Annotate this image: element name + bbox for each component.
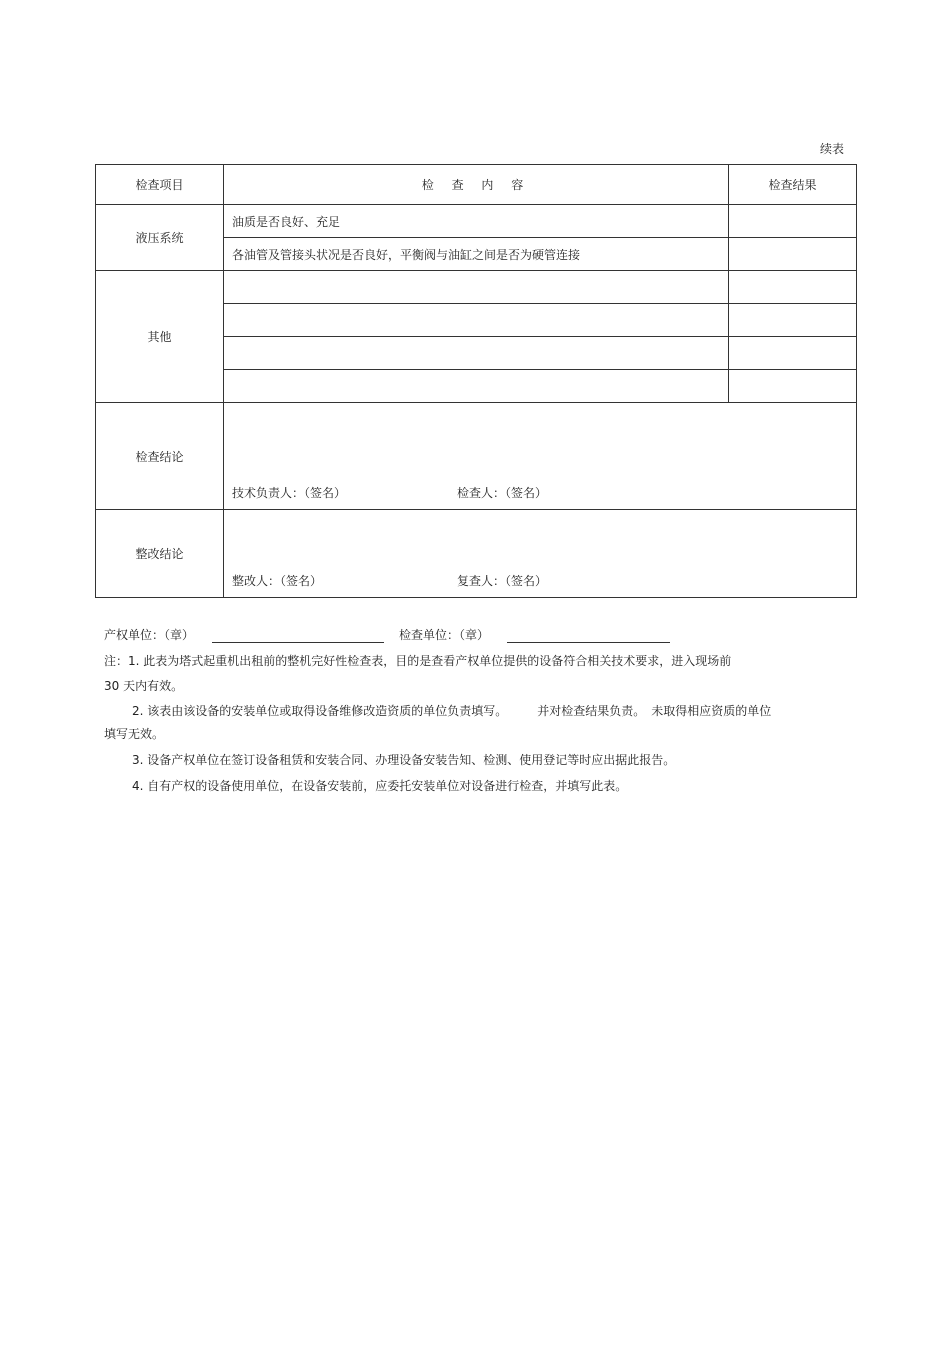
- reviewer-signature: 复查人：（签名）: [457, 574, 548, 588]
- content-cell[interactable]: [224, 271, 729, 304]
- hydraulic-item-2: 各油管及管接头状况是否良好，平衡阀与油缸之间是否为硬管连接: [224, 238, 729, 271]
- content-cell[interactable]: [224, 337, 729, 370]
- rectification-label: 整改结论: [96, 510, 224, 598]
- rectifier-signature: 整改人：（签名）: [232, 574, 323, 588]
- header-item: 检查项目: [96, 165, 224, 205]
- result-cell[interactable]: [729, 238, 857, 271]
- header-result: 检查结果: [729, 165, 857, 205]
- conclusion-label: 检查结论: [96, 403, 224, 510]
- note-3: 3. 设备产权单位在签订设备租赁和安装合同、办理设备安装告知、检测、使用登记等时应出据此报告。: [132, 753, 676, 767]
- conclusion-cell[interactable]: [224, 403, 857, 510]
- tech-lead-signature: 技术负责人：（签名）: [232, 486, 347, 500]
- inspection-table: [95, 164, 857, 598]
- note-4: 4. 自有产权的设备使用单位，在设备安装前，应委托安装单位对设备进行检查，并填写此表。: [132, 779, 628, 793]
- inspector-signature: 检查人：（签名）: [457, 486, 548, 500]
- table-row: [96, 271, 857, 304]
- unit-sign-line: [104, 626, 844, 646]
- result-cell[interactable]: [729, 304, 857, 337]
- inspect-unit-label: 检查单位：（章）: [399, 628, 490, 642]
- footer-sign-area: [104, 626, 844, 646]
- header-content: 检 查 内 容: [224, 165, 729, 205]
- note-2-cont: 填写无效。: [104, 727, 165, 741]
- result-cell[interactable]: [729, 205, 857, 238]
- table-row: [96, 205, 857, 238]
- note-2: 2. 该表由该设备的安装单位或取得设备维修改造资质的单位负责填写。 并对检查结果负责。 未取得相应资质的单位: [132, 704, 772, 718]
- rectification-row: [96, 510, 857, 598]
- conclusion-row: [96, 403, 857, 510]
- hydraulic-label: 液压系统: [96, 205, 224, 271]
- result-cell[interactable]: [729, 271, 857, 304]
- content-cell[interactable]: [224, 370, 729, 403]
- inspect-unit-underline[interactable]: [507, 642, 670, 643]
- result-cell[interactable]: [729, 370, 857, 403]
- result-cell[interactable]: [729, 337, 857, 370]
- table-header-row: [96, 165, 857, 205]
- owner-unit-underline[interactable]: [212, 642, 384, 643]
- continuation-label: 续表: [819, 142, 844, 156]
- owner-unit-label: 产权单位：（章）: [104, 628, 195, 642]
- rectification-cell[interactable]: [224, 510, 857, 598]
- content-cell[interactable]: [224, 304, 729, 337]
- note-1: 注：1. 此表为塔式起重机出租前的整机完好性检查表，目的是查看产权单位提供的设备符合相关技术要求，进入现场前: [104, 654, 732, 668]
- other-label: 其他: [96, 271, 224, 403]
- hydraulic-item-1: 油质是否良好、充足: [224, 205, 729, 238]
- note-1-cont: 30 天内有效。: [104, 679, 184, 693]
